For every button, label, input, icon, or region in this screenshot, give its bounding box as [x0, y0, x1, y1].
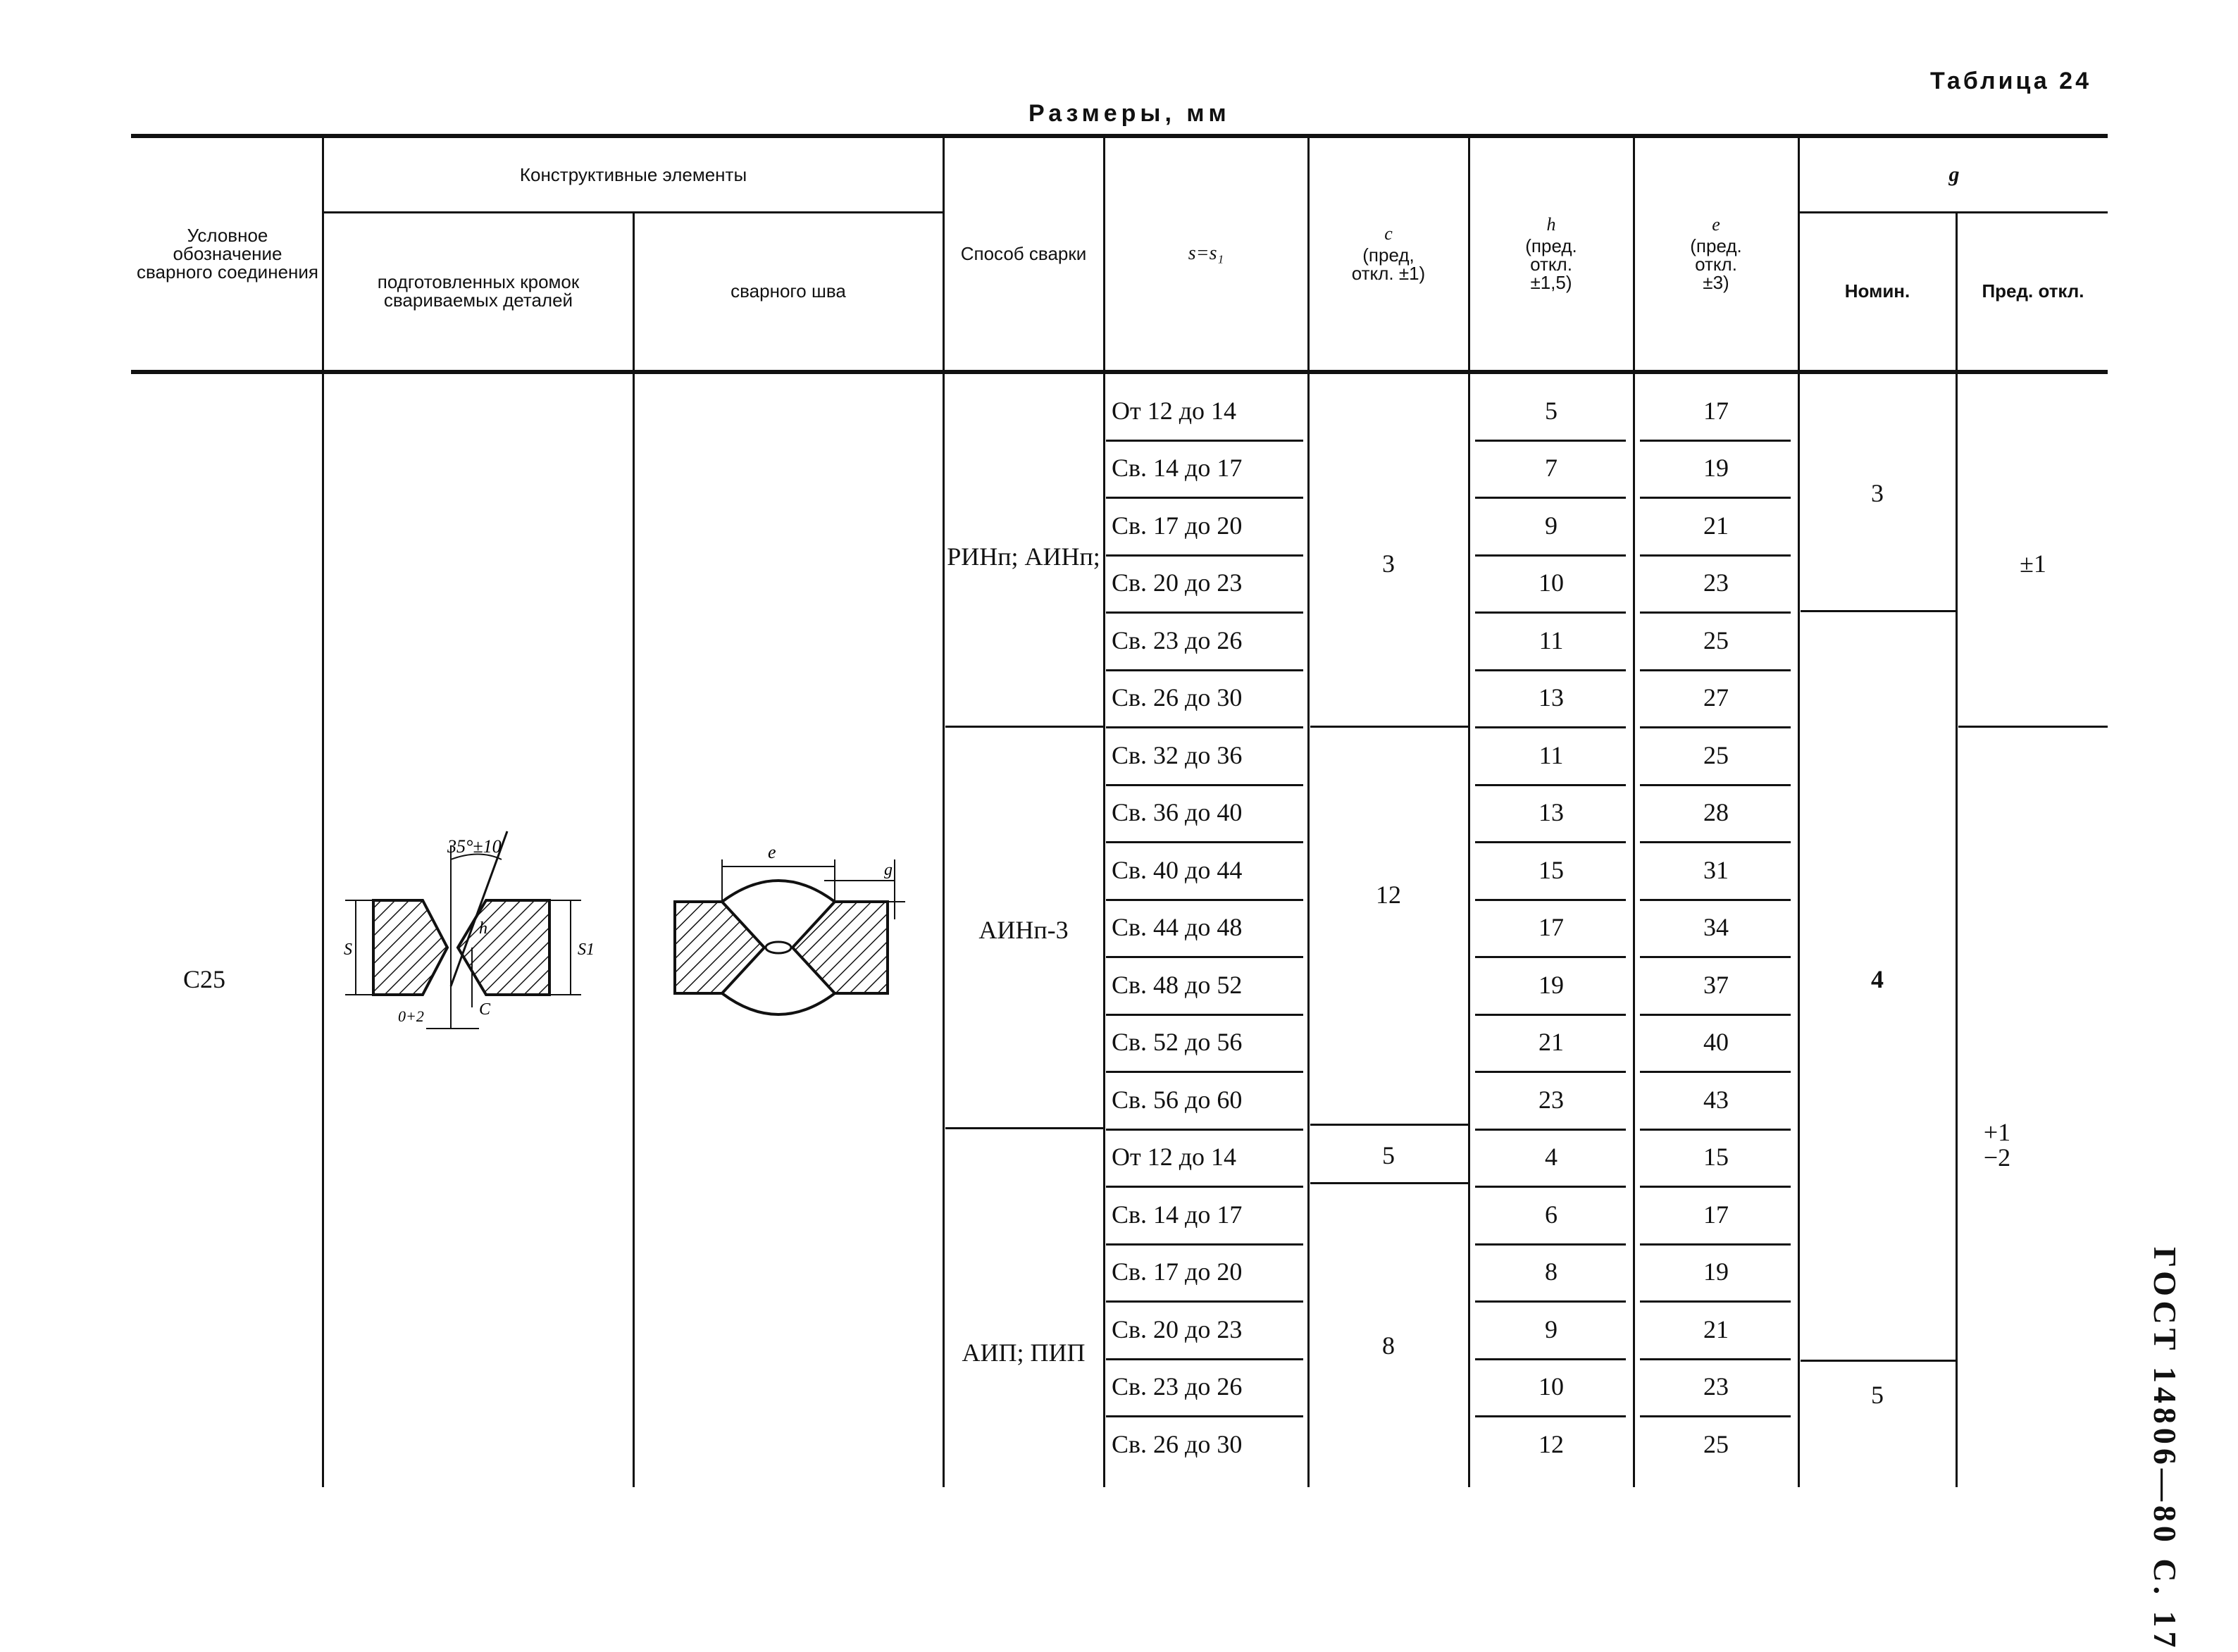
label-s: S: [344, 940, 352, 959]
row-e-value: 23: [1703, 569, 1729, 597]
header-g: [1801, 141, 2108, 209]
label-s1: S1: [578, 940, 595, 959]
col-line-3: [943, 138, 945, 1487]
row-e-value: 37: [1703, 970, 1729, 999]
prepared-edges-drawing: [338, 817, 620, 1050]
row-e-value: 21: [1703, 1315, 1729, 1343]
header-e-note: (пред. откл. ±3): [1690, 235, 1742, 293]
c-rule-3: [1310, 1182, 1468, 1184]
row-thickness: Св. 17 до 20: [1112, 1257, 1243, 1286]
side-caption: ГОСТ 14806—80 С. 17: [2147, 1247, 2183, 1652]
c-value-group-2: 12: [1376, 881, 1401, 909]
row-h-value: 4: [1545, 1143, 1558, 1172]
method-rule-1: [945, 726, 1103, 728]
header-bottom-rule: [131, 370, 2108, 374]
g-nominal-rule-1: [1801, 610, 1956, 612]
designation-value: C25: [182, 965, 225, 993]
col-line-8: [1798, 138, 1800, 1487]
row-thickness: Св. 48 до 52: [1112, 970, 1243, 999]
header-c-symbol: c: [1384, 223, 1393, 244]
method-group-1: РИНп; АИНп;: [947, 542, 1100, 571]
row-e-value: 17: [1703, 1200, 1729, 1229]
row-thickness: Св. 26 до 30: [1112, 683, 1243, 712]
row-e-value: 43: [1703, 1085, 1729, 1114]
row-h-value: 11: [1538, 740, 1564, 769]
header-designation: [134, 141, 321, 366]
header-construct-text: Конструктивные элементы: [519, 164, 747, 185]
header-thickness-text: s=s₁: [1188, 242, 1224, 264]
g-nominal-1: 3: [1871, 479, 1884, 507]
row-e-value: 23: [1703, 1372, 1729, 1401]
row-thickness: Св. 52 до 56: [1112, 1028, 1243, 1057]
row-h-value: 6: [1545, 1200, 1558, 1229]
header-g-deviation: [1958, 216, 2108, 366]
row-thickness: Св. 36 до 40: [1112, 798, 1243, 827]
row-e-value: 25: [1703, 1429, 1729, 1458]
g-deviation-1: ±1: [2020, 549, 2046, 578]
row-e-value: 25: [1703, 740, 1729, 769]
header-prepared-edges: [325, 216, 631, 366]
row-h-value: 19: [1538, 970, 1564, 999]
col-line-9: [1956, 211, 1958, 1487]
method-group-2: АИНп-3: [978, 916, 1069, 944]
label-angle: 35°±10: [447, 836, 502, 857]
weld-seam-drawing: [662, 831, 916, 1029]
header-e: [1636, 141, 1796, 366]
label-gap: 0+2: [398, 1007, 424, 1025]
label-h: h: [479, 919, 487, 938]
row-h-value: 10: [1538, 1372, 1564, 1401]
header-method-text: Способ сварки: [960, 243, 1087, 264]
label-e: e: [768, 842, 776, 862]
row-e-value: 25: [1703, 626, 1729, 654]
header-g-nominal: [1801, 216, 1954, 366]
row-thickness: Св. 32 до 36: [1112, 740, 1243, 769]
row-e-value: 34: [1703, 913, 1729, 942]
row-h-value: 13: [1538, 798, 1564, 827]
table-label: Таблица 24: [1930, 68, 2091, 94]
row-h-value: 5: [1545, 396, 1558, 425]
row-thickness: Св. 20 до 23: [1112, 569, 1243, 597]
c-value-group-3: 5: [1382, 1141, 1395, 1169]
left-plate-shape: [373, 900, 447, 995]
header-g-deviation-text: Пред. откл.: [1982, 280, 2084, 302]
row-h-value: 8: [1545, 1257, 1558, 1286]
row-thickness: Св. 17 до 20: [1112, 511, 1243, 540]
g-nominal-rule-2: [1801, 1360, 1956, 1362]
row-thickness: Св. 23 до 26: [1112, 1372, 1243, 1401]
units-title: Размеры, мм: [1028, 100, 1231, 127]
header-sub-rule-g: [1800, 211, 2108, 213]
header-weld-seam: [635, 216, 941, 366]
col-line-7: [1633, 138, 1635, 1487]
header-h-symbol: h: [1546, 214, 1556, 235]
row-thickness: Св. 40 до 44: [1112, 855, 1243, 884]
c-value-group-4: 8: [1382, 1331, 1395, 1360]
header-g-nominal-text: Номин.: [1844, 280, 1910, 302]
row-h-value: 23: [1538, 1085, 1564, 1114]
header-weld-seam-text: сварного шва: [731, 280, 846, 302]
row-h-value: 7: [1545, 454, 1558, 483]
method-group-3: АИП; ПИП: [962, 1339, 1086, 1367]
col-line-6: [1468, 138, 1470, 1487]
header-h: [1471, 141, 1631, 366]
row-thickness: Св. 26 до 30: [1112, 1429, 1243, 1458]
row-e-value: 40: [1703, 1028, 1729, 1057]
label-c: C: [479, 1000, 491, 1019]
row-thickness: Св. 23 до 26: [1112, 626, 1243, 654]
row-e-value: 21: [1703, 511, 1729, 540]
row-h-value: 15: [1538, 855, 1564, 884]
row-e-value: 19: [1703, 454, 1729, 483]
header-designation-text: Условное обозначение сварного соединения: [137, 225, 318, 282]
header-construct: [324, 141, 943, 209]
row-h-value: 21: [1538, 1028, 1564, 1057]
header-c: [1310, 141, 1467, 366]
table-top-rule: [131, 134, 2108, 138]
row-h-value: 13: [1538, 683, 1564, 712]
row-h-value: 9: [1545, 511, 1558, 540]
col-line-4: [1103, 138, 1105, 1487]
row-e-value: 19: [1703, 1257, 1729, 1286]
header-c-note: (пред, откл. ±1): [1351, 244, 1426, 284]
row-e-value: 27: [1703, 683, 1729, 712]
header-method: [945, 141, 1102, 366]
row-e-value: 31: [1703, 855, 1729, 884]
row-h-value: 9: [1545, 1315, 1558, 1343]
g-deviation-2: +1 −2: [1983, 1118, 2011, 1172]
row-h-value: 12: [1538, 1429, 1564, 1458]
method-rule-2: [945, 1127, 1103, 1129]
row-h-value: 10: [1538, 569, 1564, 597]
row-thickness: Св. 56 до 60: [1112, 1085, 1243, 1114]
row-thickness: Св. 44 до 48: [1112, 913, 1243, 942]
header-e-symbol: e: [1712, 214, 1720, 235]
col-line-1: [322, 138, 324, 1487]
c-value-group-1: 3: [1382, 549, 1395, 578]
g-nominal-3: 5: [1871, 1381, 1884, 1409]
row-thickness: Св. 20 до 23: [1112, 1315, 1243, 1343]
row-thickness: От 12 до 14: [1112, 1143, 1237, 1172]
header-g-symbol: g: [1948, 163, 1960, 186]
row-thickness: Св. 14 до 17: [1112, 454, 1243, 483]
row-thickness: Св. 14 до 17: [1112, 1200, 1243, 1229]
label-g: g: [884, 861, 893, 879]
row-h-value: 11: [1538, 626, 1564, 654]
g-deviation-rule-1: [1958, 726, 2108, 728]
row-e-value: 28: [1703, 798, 1729, 827]
row-thickness: От 12 до 14: [1112, 396, 1237, 425]
col-line-2: [633, 211, 635, 1487]
row-h-value: 17: [1538, 913, 1564, 942]
header-prepared-edges-text: подготовленных кромок свариваемых деталей: [377, 271, 580, 311]
c-rule-2: [1310, 1124, 1468, 1126]
g-nominal-2: 4: [1871, 965, 1884, 993]
row-e-value: 17: [1703, 396, 1729, 425]
header-h-note: (пред. откл. ±1,5): [1525, 235, 1577, 293]
c-rule-1: [1310, 726, 1468, 728]
row-e-value: 15: [1703, 1143, 1729, 1172]
header-thickness: [1106, 141, 1306, 366]
